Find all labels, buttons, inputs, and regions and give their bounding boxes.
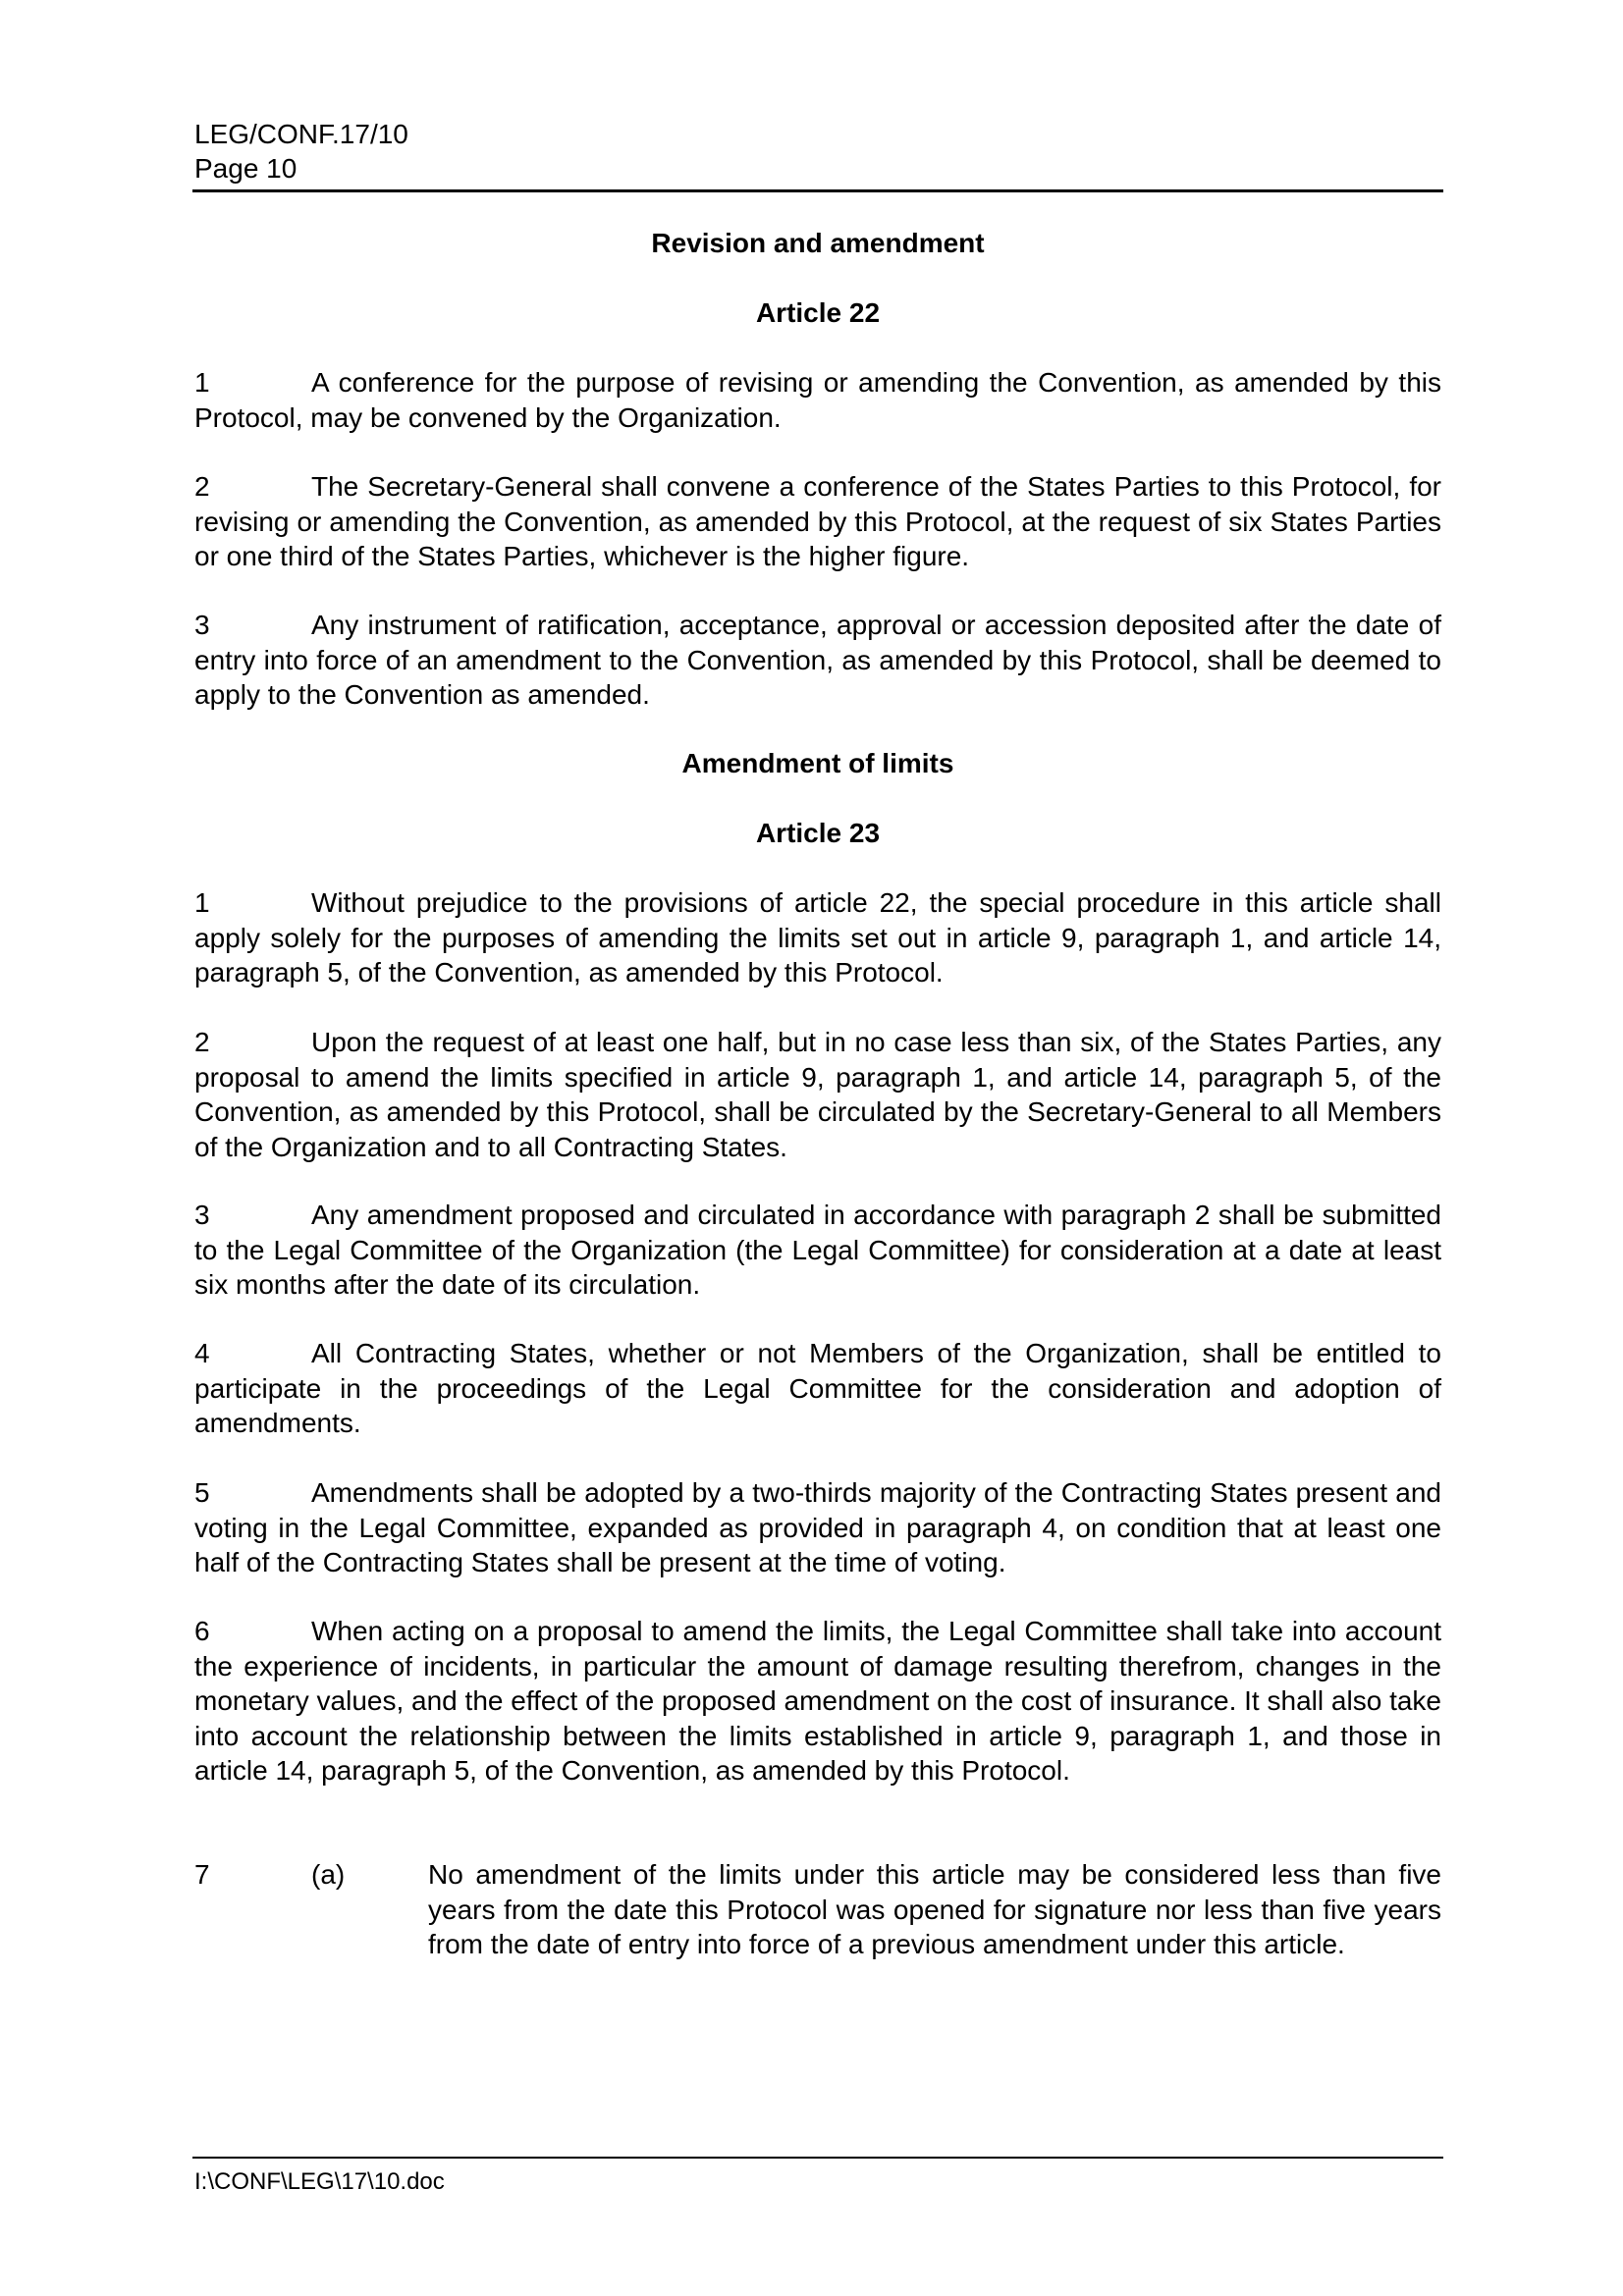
paragraph-number: 2 bbox=[194, 471, 210, 502]
paragraph-number: 4 bbox=[194, 1338, 210, 1368]
paragraph bbox=[194, 1336, 1441, 1441]
paragraph-text: A conference for the purpose of revising or amending the Convention, as amended by this Protocol, may be convened by the Organization. bbox=[194, 367, 1441, 433]
footer-rule bbox=[192, 2157, 1443, 2159]
paragraph bbox=[194, 1025, 1441, 1164]
paragraph bbox=[194, 885, 1441, 990]
paragraph-text: Upon the request of at least one half, but in no case less than six, of the States Parties, any proposal to amend the limits specified in article 9, paragraph 1, and article 14, paragraph 5, of the Convention, as amended by this Protocol, shall be circulated by the Secretary-General to all Members of the Organization and to all Contracting States. bbox=[194, 1027, 1441, 1162]
subparagraph bbox=[194, 1857, 1441, 1962]
paragraph-number: 7 bbox=[194, 1859, 210, 1890]
article-heading: Article 23 bbox=[755, 818, 881, 848]
paragraph-number: 3 bbox=[194, 610, 210, 640]
file-path: I:\CONF\LEG\17\10.doc bbox=[194, 2168, 445, 2195]
paragraph bbox=[194, 1475, 1441, 1580]
section-title: Amendment of limits bbox=[681, 748, 954, 778]
paragraph-number: 2 bbox=[194, 1027, 210, 1057]
article-heading: Article 22 bbox=[755, 297, 881, 328]
paragraph bbox=[194, 608, 1441, 713]
subparagraph-text: No amendment of the limits under this article may be considered less than five years from the date this Protocol was opened for signature nor less than five years from the date of entry into force of a previous amendment under this article. bbox=[428, 1859, 1441, 1959]
paragraph-text: Amendments shall be adopted by a two-thirds majority of the Contracting States present and voting in the Legal Committee, expanded as provided in paragraph 4, on condition that at least one half of the Contracting States shall be present at the time of voting. bbox=[194, 1477, 1441, 1577]
paragraph bbox=[194, 1614, 1441, 1789]
paragraph-number: 1 bbox=[194, 367, 210, 398]
paragraph-number: 5 bbox=[194, 1477, 210, 1508]
paragraph-number: 3 bbox=[194, 1200, 210, 1230]
paragraph-text: All Contracting States, whether or not Members of the Organization, shall be entitled to participate in the proceedings of the Legal Committee for the consideration and adoption of amendments. bbox=[194, 1338, 1441, 1438]
section-title: Revision and amendment bbox=[651, 228, 985, 258]
subparagraph-letter: (a) bbox=[311, 1859, 346, 1890]
paragraph-text: When acting on a proposal to amend the limits, the Legal Committee shall take into account the experience of incidents, in particular the amount of damage resulting therefrom, changes in the monetary values, and the effect of the proposed amendment on the cost of insurance. It shall also take into account the relationship between the limits established in article 9, paragraph 1, and those in article 14, paragraph 5, of the Convention, as amended by this Protocol. bbox=[194, 1616, 1441, 1786]
paragraph-text: Without prejudice to the provisions of article 22, the special procedure in this article shall apply solely for the purposes of amending the limits set out in article 9, paragraph 1, and article 14, paragraph 5, of the Convention, as amended by this Protocol. bbox=[194, 887, 1441, 988]
header-rule bbox=[192, 189, 1443, 192]
paragraph-text: Any instrument of ratification, acceptance, approval or accession deposited after the date of entry into force of an amendment to the Convention, as amended by this Protocol, shall be deemed to apply to the Convention as amended. bbox=[194, 610, 1441, 710]
paragraph-text: The Secretary-General shall convene a conference of the States Parties to this Protocol, for revising or amending the Convention, as amended by this Protocol, at the request of six States Parties or one third of the States Parties, whichever is the higher figure. bbox=[194, 471, 1441, 571]
paragraph-text: Any amendment proposed and circulated in accordance with paragraph 2 shall be submitted to the Legal Committee of the Organization (the Legal Committee) for consideration at a date at least six months after the date of its circulation. bbox=[194, 1200, 1441, 1300]
paragraph-number: 1 bbox=[194, 887, 210, 918]
paragraph bbox=[194, 365, 1441, 435]
paragraph bbox=[194, 1198, 1441, 1303]
paragraph bbox=[194, 469, 1441, 574]
page-number: Page 10 bbox=[194, 153, 298, 184]
doc-reference: LEG/CONF.17/10 bbox=[194, 119, 408, 149]
paragraph-number: 6 bbox=[194, 1616, 210, 1646]
